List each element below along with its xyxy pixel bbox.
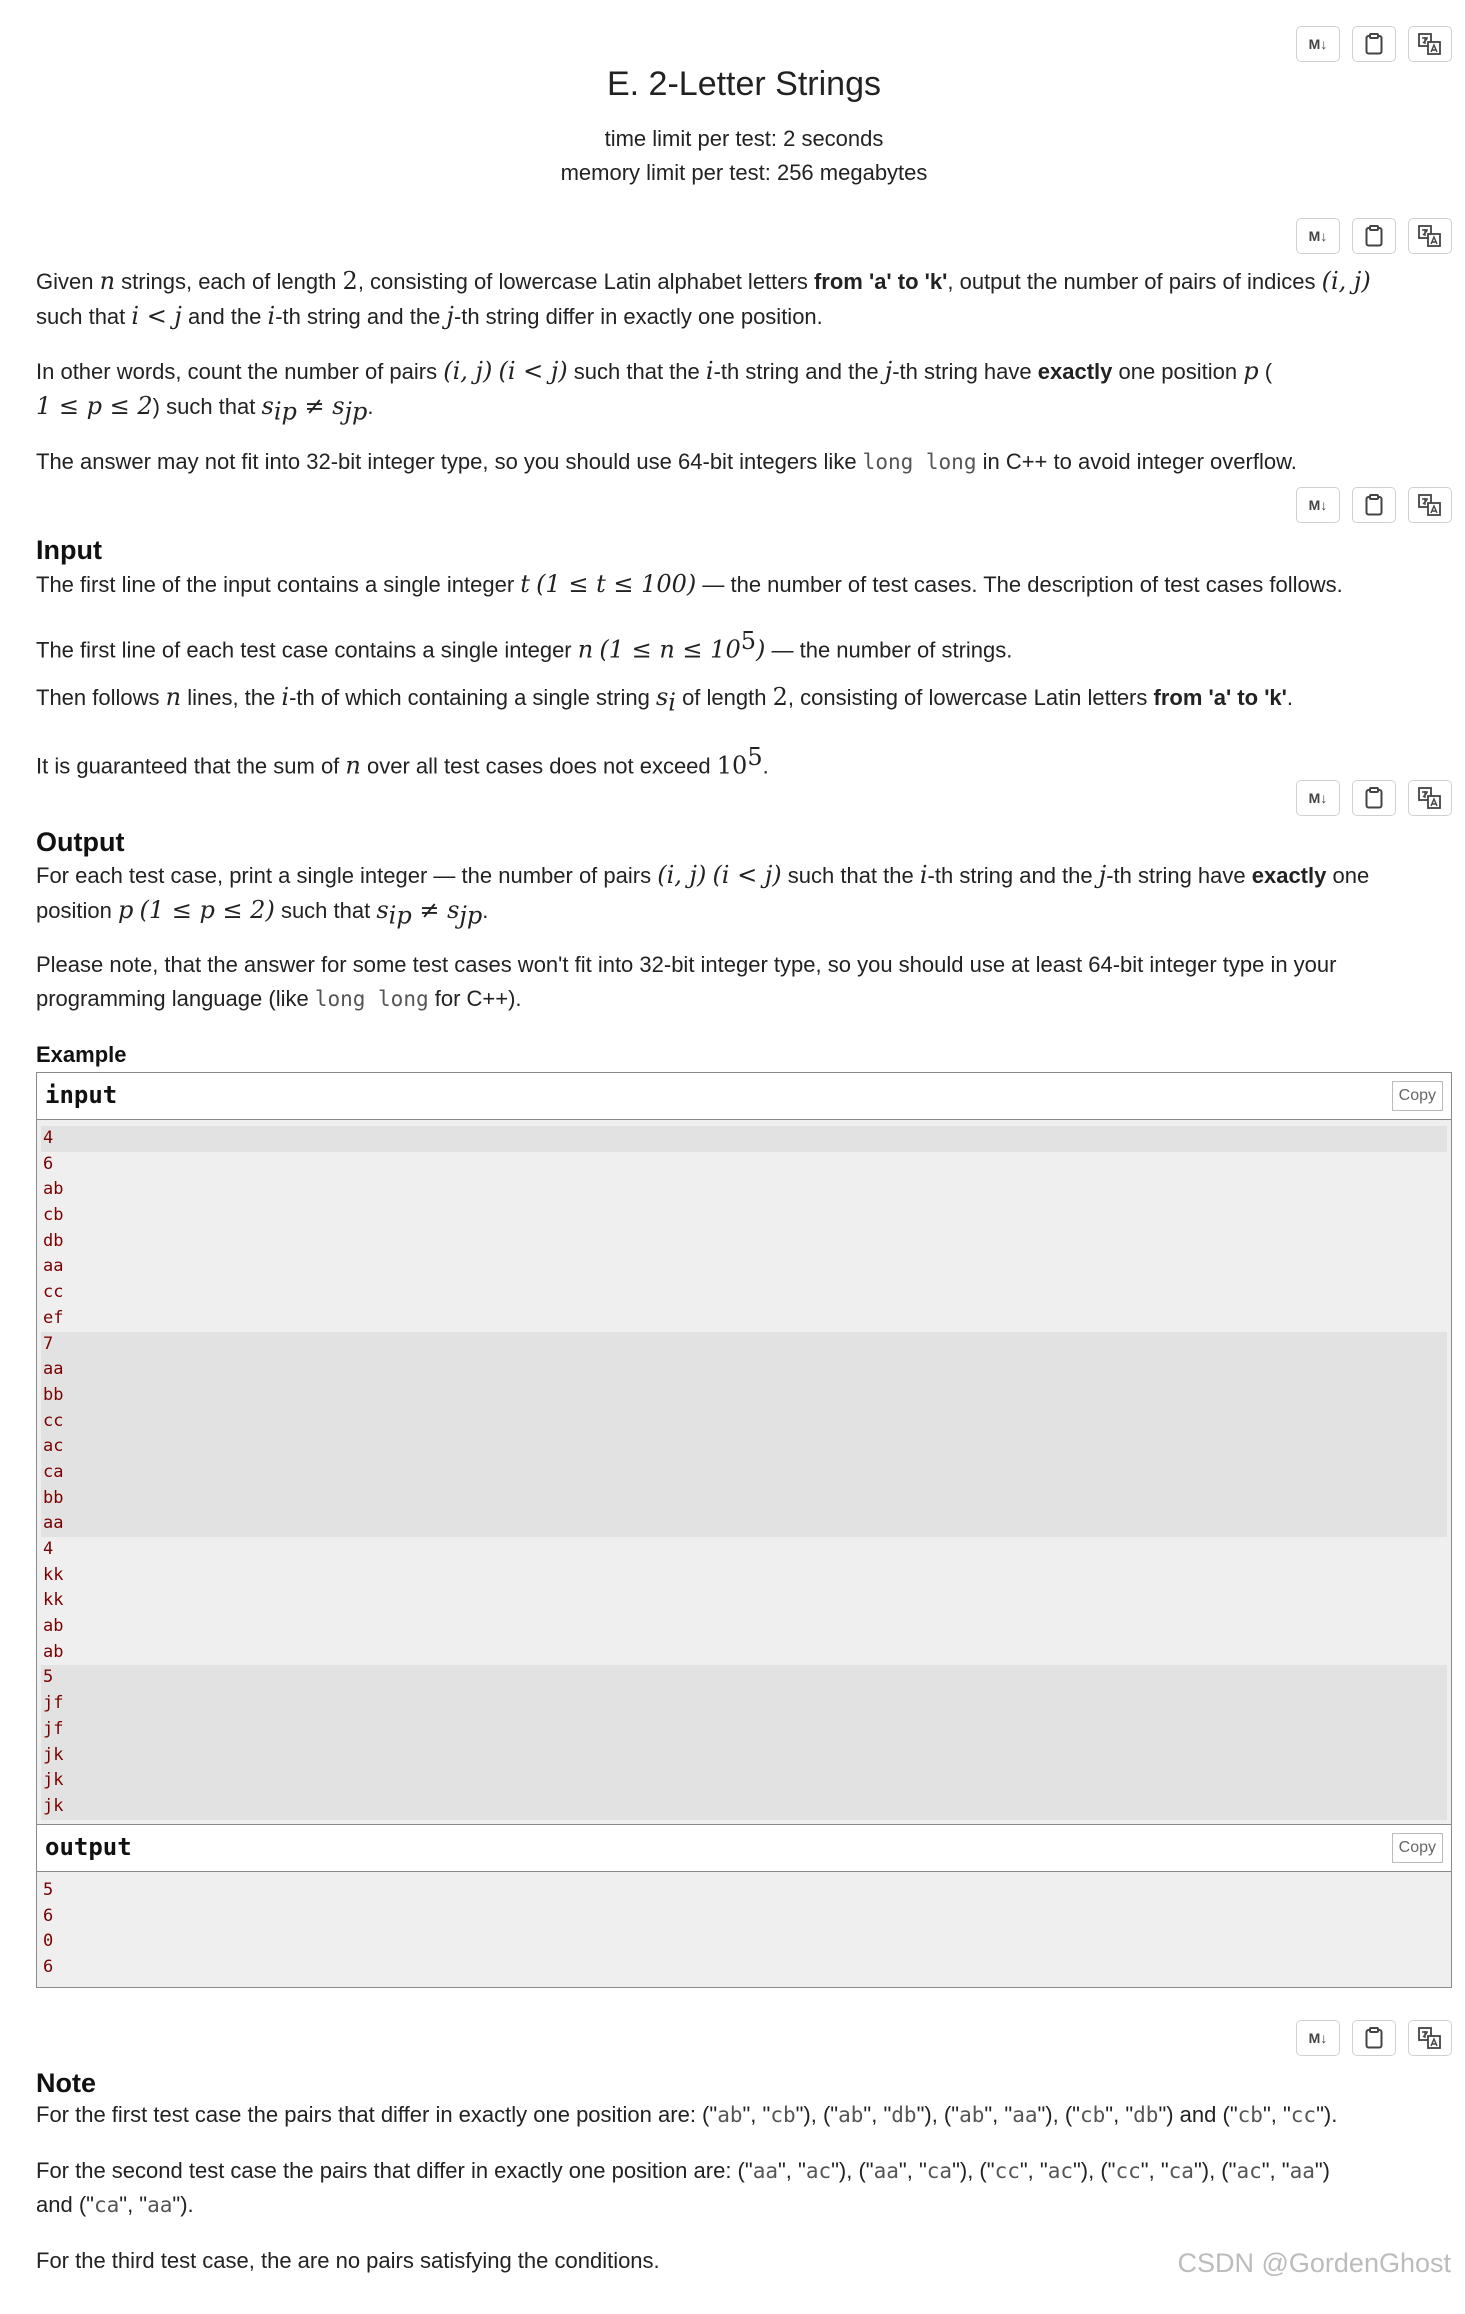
input-line: ca	[41, 1460, 1447, 1486]
clipboard-button[interactable]	[1352, 26, 1396, 62]
input-line: jk	[41, 1743, 1447, 1769]
markdown-button[interactable]	[1296, 780, 1340, 816]
input-paragraph-2: The first line of each test case contains a single integer n $(1 \le n \le 10^5)$ — the number of strings.	[36, 627, 1013, 664]
statement-toolbar	[1296, 218, 1452, 254]
input-line: 4	[43, 1539, 54, 1559]
note-paragraph-2: For the second test case the pairs that differ in exactly one position are: ("aa", "ac"), ("aa", "ca"), ("cc", "ac"), ("cc", "ca"), ("ac", "aa") and ("ca", "aa").	[36, 2158, 1331, 2217]
markdown-icon: M↓	[1308, 497, 1328, 513]
example-output-box	[36, 1824, 1452, 1988]
translate-icon	[1418, 33, 1442, 55]
problem-title: E. 2-Letter Strings	[606, 65, 881, 103]
input-line: aa	[43, 1256, 64, 1277]
watermark: CSDN @GordenGhost	[1177, 2248, 1451, 2278]
input-line: aa	[41, 1511, 1447, 1537]
header-toolbar	[1296, 26, 1452, 62]
input-paragraph-3: Then follows n lines, the i-th of which containing a single string $s_i$ of length 2, consisting of lowercase Latin letters from 'a' to 'k'.	[36, 683, 1294, 717]
markdown-icon: M↓	[1308, 2030, 1328, 2046]
clipboard-button[interactable]	[1352, 218, 1396, 254]
markdown-icon: M↓	[1308, 36, 1328, 52]
output-line: 6	[43, 1957, 54, 1978]
input-line: jf	[41, 1717, 1447, 1743]
translate-button[interactable]	[1408, 218, 1452, 254]
input-line: ef	[43, 1307, 64, 1328]
clipboard-icon	[1365, 2027, 1383, 2049]
output-paragraph-2: Please note, that the answer for some test cases won't fit into 32-bit integer type, so you should use at least 64-bit integer type in your programming language (like long long for C++).	[36, 952, 1337, 1011]
input-line: 7	[41, 1332, 1447, 1358]
markdown-icon: M↓	[1308, 228, 1328, 244]
copy-output-button[interactable]: Copy	[1392, 1833, 1443, 1863]
output-paragraph-1: For each test case, print a single integer — the number of pairs (i, j) (i < j) such that the i-th string and the j-th string have exactly one position p (1 ≤ p ≤ 2) such that $s_{ip} \ne s_{jp}$.	[36, 861, 1370, 930]
translate-button[interactable]	[1408, 780, 1452, 816]
output-heading: Output	[36, 827, 125, 857]
note-heading: Note	[36, 2068, 96, 2098]
example-input-title: input	[45, 1081, 118, 1109]
input-toolbar	[1296, 487, 1452, 523]
input-line: aa	[41, 1357, 1447, 1383]
input-line: jk	[41, 1794, 1447, 1820]
example-input-box	[36, 1072, 1452, 1827]
input-line: bb	[41, 1486, 1447, 1512]
translate-icon	[1418, 494, 1442, 516]
translate-icon	[1418, 2027, 1442, 2049]
input-line: ac	[41, 1434, 1447, 1460]
input-line: jk	[41, 1768, 1447, 1794]
input-line: 6	[43, 1153, 54, 1174]
example-output-content	[37, 1872, 1451, 1987]
markdown-button[interactable]	[1296, 26, 1340, 62]
markdown-button[interactable]	[1296, 218, 1340, 254]
note-paragraph-3: For the third test case, the are no pairs satisfying the conditions.	[36, 2248, 660, 2273]
input-line: jf	[41, 1691, 1447, 1717]
output-line: 0	[43, 1931, 54, 1952]
translate-icon	[1418, 787, 1442, 809]
input-line: cc	[43, 1282, 64, 1303]
note-toolbar	[1296, 2020, 1452, 2056]
time-limit: time limit per test: 2 seconds	[604, 126, 884, 151]
statement-paragraph-3: The answer may not fit into 32-bit integer type, so you should use 64-bit integers like long long in C++ to avoid integer overflow.	[36, 449, 1297, 474]
input-line: bb	[41, 1383, 1447, 1409]
clipboard-icon	[1365, 494, 1383, 516]
translate-icon	[1418, 225, 1442, 247]
translate-button[interactable]	[1408, 2020, 1452, 2056]
input-line: cc	[41, 1409, 1447, 1435]
output-line: 6	[43, 1905, 54, 1926]
markdown-icon: M↓	[1308, 790, 1328, 806]
clipboard-icon	[1365, 787, 1383, 809]
input-line: 4	[41, 1126, 1447, 1152]
input-paragraph-4: It is guaranteed that the sum of n over all test cases does not exceed $10^5$.	[36, 743, 769, 780]
example-input-header	[37, 1073, 1451, 1120]
markdown-button[interactable]	[1296, 2020, 1340, 2056]
input-paragraph-1: The first line of the input contains a single integer t (1 ≤ t ≤ 100) — the number of test cases. The description of test cases follows.	[36, 570, 1343, 598]
markdown-button[interactable]	[1296, 487, 1340, 523]
input-line: ab	[43, 1641, 64, 1662]
example-output-header	[37, 1825, 1451, 1872]
input-line: db	[43, 1230, 64, 1251]
input-line: ab	[43, 1616, 64, 1637]
clipboard-icon	[1365, 225, 1383, 247]
example-heading: Example	[36, 1042, 127, 1067]
clipboard-icon	[1365, 33, 1383, 55]
output-line: 5	[43, 1880, 54, 1900]
clipboard-button[interactable]	[1352, 780, 1396, 816]
input-line: 5	[41, 1665, 1447, 1691]
translate-button[interactable]	[1408, 26, 1452, 62]
input-line: kk	[43, 1590, 64, 1611]
memory-limit: memory limit per test: 256 megabytes	[560, 160, 928, 185]
clipboard-button[interactable]	[1352, 487, 1396, 523]
translate-button[interactable]	[1408, 487, 1452, 523]
example-input-content	[37, 1120, 1451, 1826]
example-output-title: output	[45, 1833, 132, 1861]
input-line: cb	[43, 1205, 64, 1226]
statement-paragraph-2: In other words, count the number of pairs (i, j) (i < j) such that the i-th string and the j-th string have exactly one position p ( 1 ≤ p ≤ 2) such that $s_{ip} \ne s_{jp}$.	[36, 357, 1273, 426]
input-line: kk	[43, 1564, 64, 1585]
copy-input-button[interactable]: Copy	[1392, 1081, 1443, 1111]
clipboard-button[interactable]	[1352, 2020, 1396, 2056]
output-toolbar	[1296, 780, 1452, 816]
statement-paragraph-1: Given n strings, each of length 2, consisting of lowercase Latin alphabet letters from 'a' to 'k', output the number of pairs of indices (i, j) such that i < j and the i-th string and the j-th string differ in exactly one position.	[36, 267, 1371, 330]
input-heading: Input	[36, 535, 102, 565]
note-paragraph-1: For the first test case the pairs that differ in exactly one position are: ("ab", "cb"), ("ab", "db"), ("ab", "aa"), ("cb", "db") and ("cb", "cc").	[36, 2102, 1338, 2127]
problem-header	[36, 60, 1452, 190]
input-line: ab	[43, 1179, 64, 1200]
